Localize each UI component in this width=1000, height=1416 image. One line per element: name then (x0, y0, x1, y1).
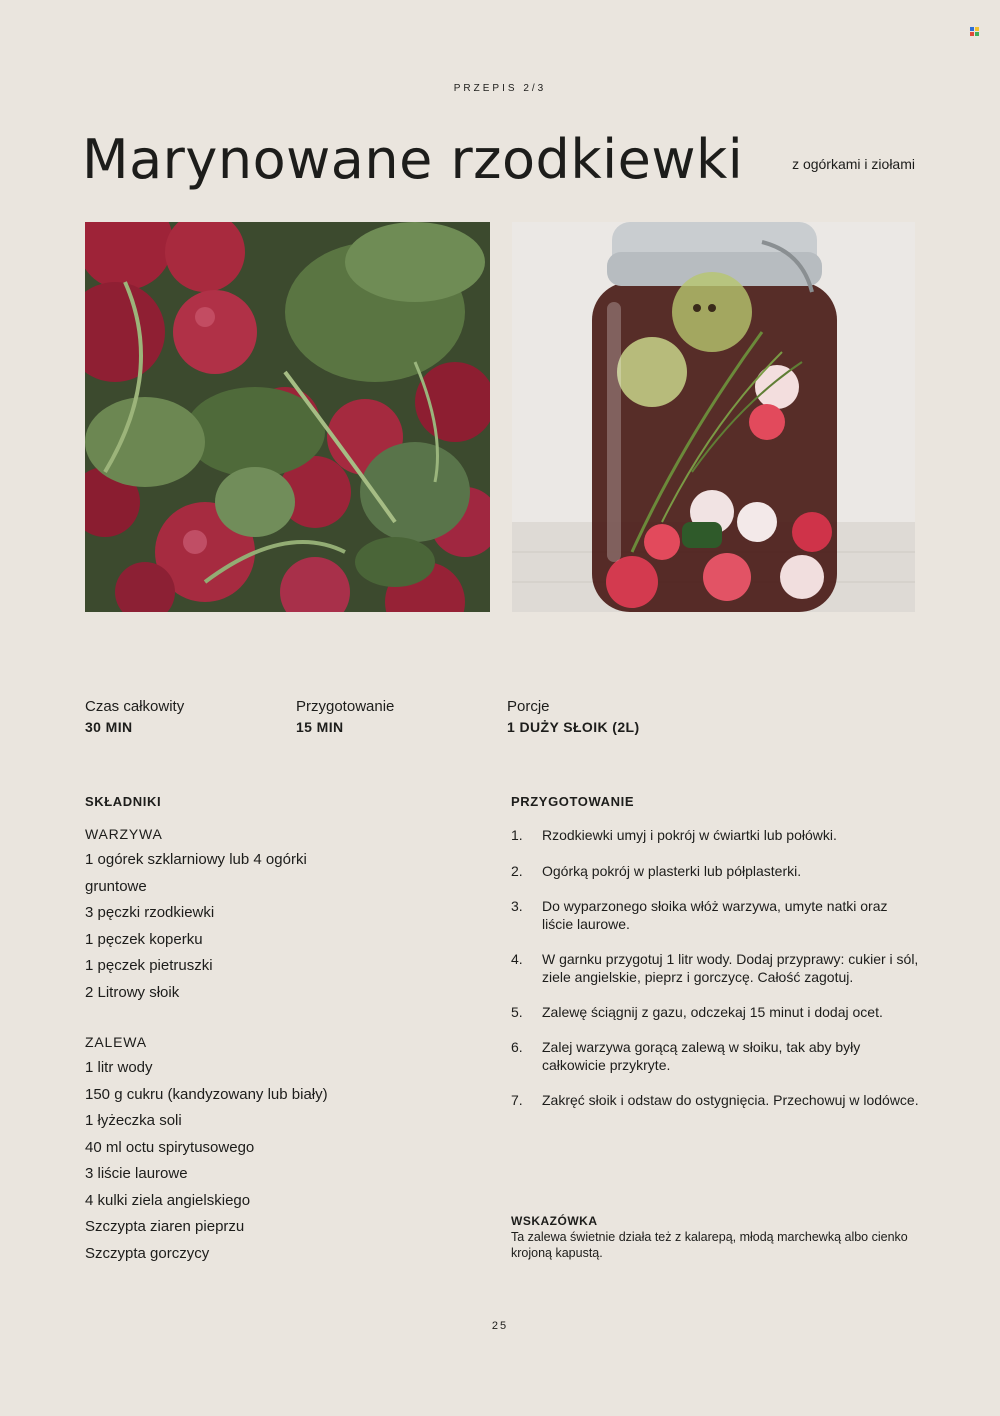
ingredient-item: 40 ml octu spirytusowego (85, 1138, 255, 1156)
ingredients-heading: SKŁADNIKI (85, 794, 162, 809)
step-text: W garnku przygotuj 1 litr wody. Dodaj przyprawy: cukier i sól, ziele angielskie, pieprz i gorczycę. Całość zagotuj. (542, 951, 919, 985)
ingredient-item: 4 kulki ziela angielskiego (85, 1191, 251, 1209)
step-number: 6. (511, 1039, 523, 1055)
step-text: Zakręć słoik i odstaw do ostygnięcia. Przechowuj w lodówce. (542, 1092, 919, 1108)
ingredient-list-brine (85, 1055, 385, 1267)
total-time-value: 30 MIN (85, 719, 133, 735)
page-subtitle: z ogórkami i ziołami (792, 156, 915, 172)
radishes-photo (85, 222, 490, 612)
ingredient-item: 3 liście laurowe (85, 1165, 188, 1182)
ingredient-item: 2 Litrowy słoik (85, 983, 180, 1001)
step-item (511, 826, 921, 844)
step-number: 3. (511, 898, 523, 914)
step-item (511, 1003, 921, 1021)
ingredient-item: 1 litr wody (85, 1059, 153, 1076)
step-item (511, 1091, 921, 1109)
ingredient-item: Szczypta gorczycy (85, 1244, 210, 1262)
preparation-heading: PRZYGOTOWANIE (511, 794, 635, 809)
step-text: Ogórką pokrój w plasterki lub półplasterki. (542, 863, 802, 879)
step-item (511, 897, 921, 933)
ingredient-group-title: ZALEWA (85, 1034, 147, 1050)
step-item (511, 950, 921, 986)
page-number: 25 (491, 1320, 509, 1332)
ingredient-item: Szczypta ziaren pieprzu (85, 1218, 245, 1235)
prep-time-label: Przygotowanie (296, 698, 395, 715)
servings-value: 1 DUŻY SŁOIK (2L) (507, 719, 640, 735)
servings-label: Porcje (507, 698, 550, 715)
step-text: Zalewę ściągnij z gazu, odczekaj 15 minut i dodaj ocet. (542, 1004, 883, 1020)
ingredient-item: 1 łyżeczka soli (85, 1112, 182, 1129)
step-item (511, 862, 921, 880)
ingredient-item: 3 pęczki rzodkiewki (85, 904, 215, 921)
step-text: Zalej warzywa gorącą zalewą w słoiku, tak aby były całkowicie przykryte. (542, 1039, 861, 1073)
step-number: 7. (511, 1092, 523, 1108)
ingredient-group-title: WARZYWA (85, 826, 163, 842)
step-number: 2. (511, 863, 523, 879)
tip-heading: WSKAZÓWKA (511, 1214, 598, 1228)
recipe-counter: PRZEPIS 2/3 (453, 83, 547, 94)
ingredient-item: 1 ogórek szklarniowy lub 4 ogórki gruntowe (85, 851, 307, 895)
step-text: Rzodkiewki umyj i pokrój w ćwiartki lub połówki. (542, 827, 837, 843)
tip-text: Ta zalewa świetnie działa też z kalarepą, młodą marchewką albo cienko krojoną kapustą. (511, 1230, 908, 1260)
ingredient-list-vegetables (85, 847, 345, 1006)
step-item (511, 1038, 921, 1074)
step-number: 5. (511, 1004, 523, 1020)
prep-time-value: 15 MIN (296, 719, 344, 735)
pickle-jar-photo (512, 222, 915, 612)
step-number: 4. (511, 951, 523, 967)
brand-mark-icon (970, 27, 979, 36)
step-text: Do wyparzonego słoika włóż warzywa, umyte natki oraz liście laurowe. (542, 898, 888, 932)
ingredient-item: 1 pęczek pietruszki (85, 957, 213, 974)
ingredient-item: 150 g cukru (kandyzowany lub biały) (85, 1085, 328, 1103)
step-number: 1. (511, 827, 523, 843)
ingredient-item: 1 pęczek koperku (85, 930, 203, 948)
total-time-label: Czas całkowity (85, 698, 185, 715)
page-title: Marynowane rzodkiewki (82, 128, 744, 191)
